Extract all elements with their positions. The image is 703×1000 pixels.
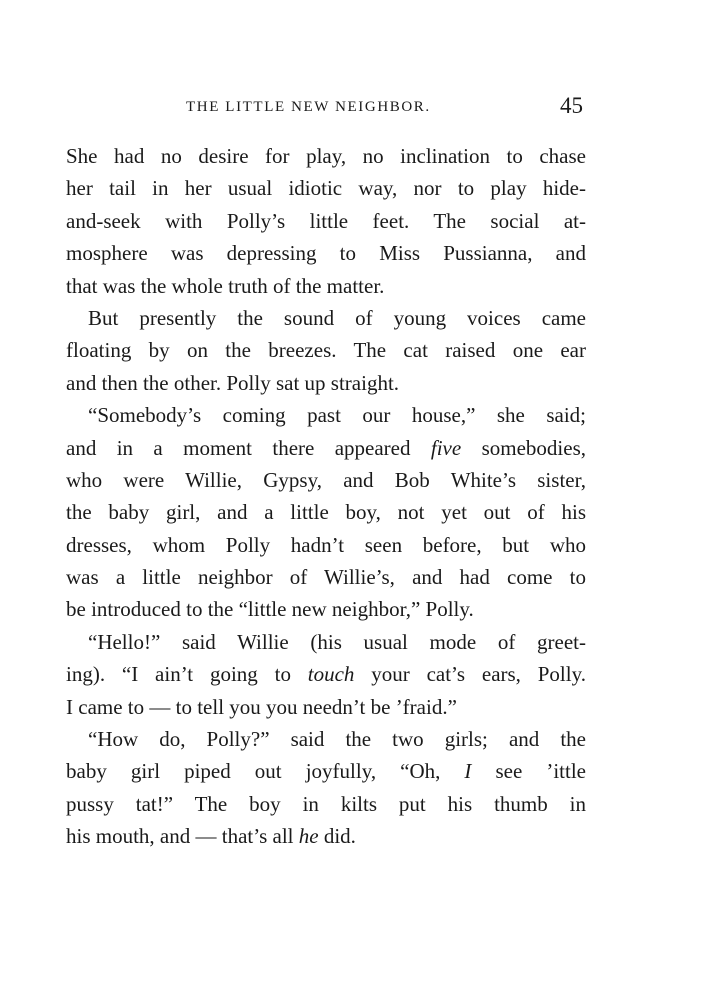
text-line: mosphere was depressing to Miss Pussianna, and xyxy=(66,241,586,266)
text-run: your cat’s ears, Polly. xyxy=(354,662,586,687)
emphasis-text: five xyxy=(430,435,462,460)
text-line: be introduced to the “little new neighbor,” Polly. xyxy=(66,597,474,622)
text-run: did. xyxy=(318,824,356,849)
text-line xyxy=(66,658,586,690)
running-title: THE LITTLE NEW NEIGHBOR. xyxy=(186,99,431,115)
text-line: I came to — to tell you you needn’t be ’fraid.” xyxy=(66,694,457,719)
body-text xyxy=(66,140,586,853)
emphasis-text: he xyxy=(298,824,319,849)
page-number: 45 xyxy=(560,93,583,118)
text-run: and in a moment there appeared xyxy=(66,435,431,460)
text-line: and then the other. Polly sat up straight. xyxy=(66,370,400,395)
text-line: and-seek with Polly’s little feet. The social at- xyxy=(66,208,586,233)
text-line: who were Willie, Gypsy, and Bob White’s sister, xyxy=(66,467,586,492)
running-head xyxy=(0,93,703,123)
text-line xyxy=(66,432,586,464)
text-line: dresses, whom Polly hadn’t seen before, but who xyxy=(66,532,586,557)
text-line: But presently the sound of young voices came xyxy=(88,305,586,330)
text-run: ing). “I ain’t going to xyxy=(66,662,308,687)
text-line xyxy=(66,755,586,787)
text-run: his mouth, and — that’s all xyxy=(66,824,299,849)
text-line: that was the whole truth of the matter. xyxy=(66,273,385,298)
text-run: somebodies, xyxy=(461,435,586,460)
text-line: She had no desire for play, no inclination to chase xyxy=(66,144,586,168)
text-line: “Somebody’s coming past our house,” she said; xyxy=(88,403,586,428)
text-line: “Hello!” said Willie (his usual mode of greet- xyxy=(88,629,586,654)
text-line: floating by on the breezes. The cat raised one ear xyxy=(66,338,586,363)
text-line: the baby girl, and a little boy, not yet out of his xyxy=(66,500,586,525)
emphasis-text: I xyxy=(464,759,472,784)
text-run: baby girl piped out joyfully, “Oh, xyxy=(66,759,465,784)
text-line: “How do, Polly?” said the two girls; and the xyxy=(88,727,586,752)
text-line: her tail in her usual idiotic way, nor to play hide- xyxy=(66,176,586,201)
text-line xyxy=(66,820,586,852)
text-line: was a little neighbor of Willie’s, and had come to xyxy=(66,565,586,590)
emphasis-text: touch xyxy=(307,662,355,687)
text-run: see ’ittle xyxy=(471,759,586,784)
text-line: pussy tat!” The boy in kilts put his thumb in xyxy=(66,791,586,816)
